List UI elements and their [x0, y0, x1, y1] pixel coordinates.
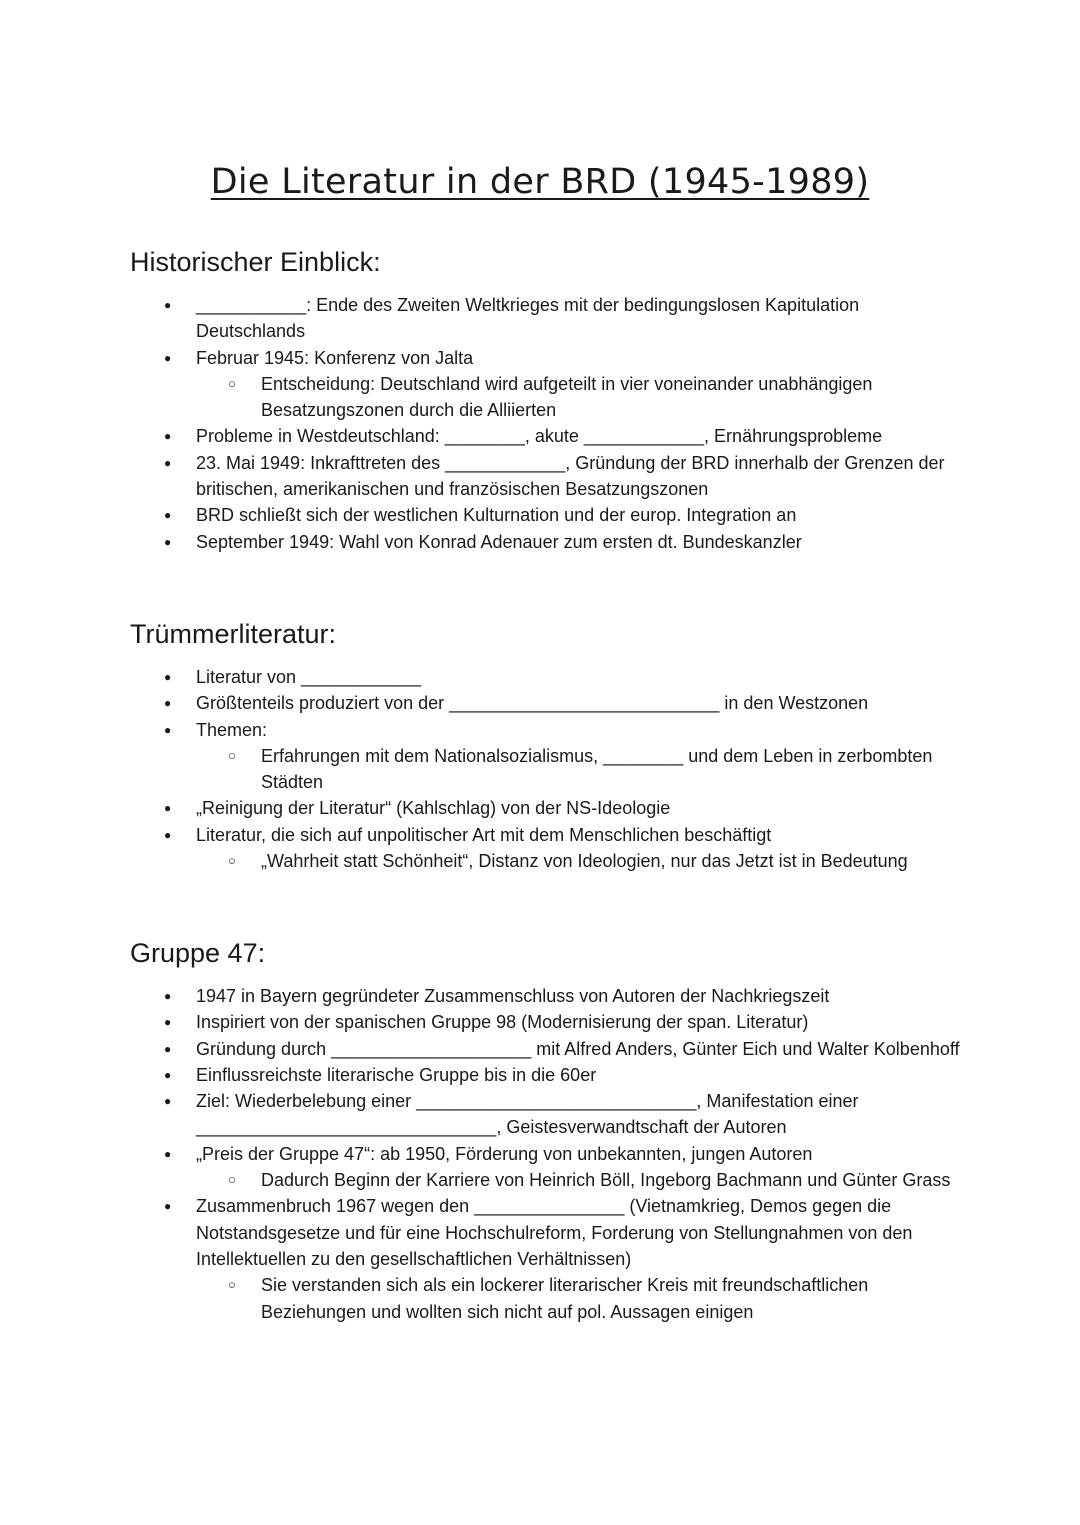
- list-item: ● 23. Mai 1949: Inkrafttreten des ____________, Gründung der BRD innerhalb der Grenzen der britischen, amerikanischen und französischen Besatzungszonen: [130, 450, 960, 503]
- section-historischer-einblick: [130, 246, 960, 555]
- list-item: ● Literatur von ____________: [130, 664, 960, 690]
- list-item-text: „Preis der Gruppe 47“: ab 1950, Förderung von unbekannten, jungen Autoren: [196, 1143, 813, 1164]
- list-item: ● 1947 in Bayern gegründeter Zusammenschluss von Autoren der Nachkriegszeit: [130, 983, 960, 1009]
- list-item-text: Themen:: [196, 719, 268, 740]
- sub-list: [130, 1272, 960, 1325]
- bullet-list: [130, 292, 960, 555]
- list-item: ● BRD schließt sich der westlichen Kulturnation und der europ. Integration an: [130, 502, 960, 528]
- sub-list: [130, 743, 960, 796]
- list-item: ● September 1949: Wahl von Konrad Adenauer zum ersten dt. Bundeskanzler: [130, 529, 960, 555]
- sub-list-item: ○ Dadurch Beginn der Karriere von Heinrich Böll, Ingeborg Bachmann und Günter Grass: [130, 1167, 960, 1193]
- list-item-text: Zusammenbruch 1967 wegen den _______________ (Vietnamkrieg, Demos gegen die Notstandsgesetze und für eine Hochschulreform, Forderung von Stellungnahmen von den Intellektuellen zu den gesellschaftlichen Verhältnissen): [196, 1196, 913, 1269]
- section-truemmerliteratur: [130, 618, 960, 874]
- list-item: [130, 345, 960, 424]
- list-item: [130, 1193, 960, 1324]
- bullet-list: [130, 664, 960, 874]
- sub-list: [130, 1167, 960, 1193]
- list-item-text: Literatur, die sich auf unpolitischer Art mit dem Menschlichen beschäftigt: [196, 824, 772, 845]
- sub-list-item: ○ Erfahrungen mit dem Nationalsozialismus, ________ und dem Leben in zerbombten Städten: [130, 743, 960, 796]
- list-item: ● Größtenteils produziert von der ___________________________ in den Westzonen: [130, 690, 960, 716]
- document-title: Die Literatur in der BRD (1945-1989): [210, 162, 870, 202]
- sub-list-item: ○ „Wahrheit statt Schönheit“, Distanz von Ideologien, nur das Jetzt ist in Bedeutung: [130, 848, 960, 874]
- bullet-list: [130, 983, 960, 1325]
- list-item: ● Inspiriert von der spanischen Gruppe 98 (Modernisierung der span. Literatur): [130, 1009, 960, 1035]
- list-item: ● Einflussreichste literarische Gruppe bis in die 60er: [130, 1062, 960, 1088]
- section-gruppe-47: [130, 937, 960, 1325]
- section-heading: Gruppe 47:: [130, 938, 266, 968]
- sub-list: [130, 848, 960, 874]
- list-item: ● ___________: Ende des Zweiten Weltkrieges mit der bedingungslosen Kapitulation Deutschlands: [130, 292, 960, 345]
- list-item: [130, 822, 960, 875]
- sub-list-item: ○ Entscheidung: Deutschland wird aufgeteilt in vier voneinander unabhängigen Besatzungszonen durch die Alliierten: [130, 371, 960, 424]
- list-item: ● Gründung durch ____________________ mit Alfred Anders, Günter Eich und Walter Kolbenhoff: [130, 1036, 960, 1062]
- section-heading: Historischer Einblick:: [130, 247, 381, 277]
- list-item-text: Februar 1945: Konferenz von Jalta: [196, 347, 474, 368]
- sub-list-item: ○ Sie verstanden sich als ein lockerer literarischer Kreis mit freundschaftlichen Beziehungen und wollten sich nicht auf pol. Aussagen einigen: [130, 1272, 960, 1325]
- list-item: [130, 1141, 960, 1194]
- list-item: ● Probleme in Westdeutschland: ________, akute ____________, Ernährungsprobleme: [130, 423, 960, 449]
- list-item: ● Ziel: Wiederbelebung einer ____________________________, Manifestation einer ______________________________, Geistesverwandtschaft der Autoren: [130, 1088, 960, 1141]
- list-item: [130, 717, 960, 796]
- list-item: ● „Reinigung der Literatur“ (Kahlschlag) von der NS-Ideologie: [130, 795, 960, 821]
- sub-list: [130, 371, 960, 424]
- section-heading: Trümmerliteratur:: [130, 619, 337, 649]
